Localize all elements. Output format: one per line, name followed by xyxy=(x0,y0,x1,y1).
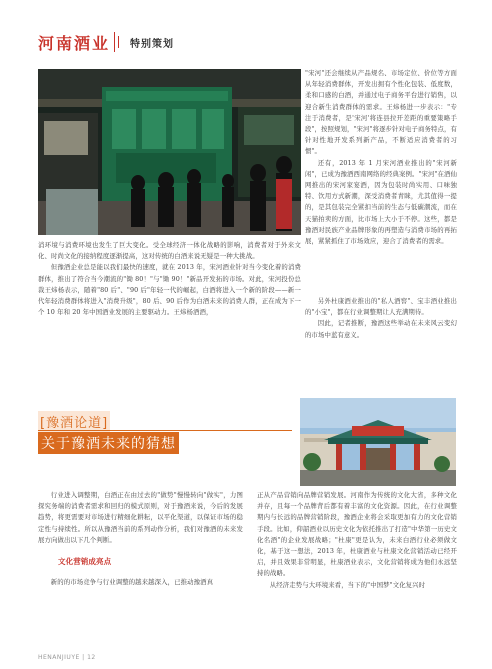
paragraph: 新的的市场竞争与行业调整的越来越深入，已推动豫酒真 xyxy=(50,578,214,587)
paragraph: "宋河"还会继续从产品规名、市场定位、价位等方面从年轻消费群体，开发出拥有个性化包装、低度数，柔和口感的白酒，并通过电子商务平台进行销售，以迎合新生消费群体的需求。王炜杨进一步表示："专注于消费者，是'宋河'将连县拉开差距的重要策略手段"，按照规划，"宋河"将逐步针对电子商务特点，有针对性地开发系列新产品，不断适应消费者的习惯"。 xyxy=(305,69,457,156)
feature-divider xyxy=(38,430,292,431)
feature-tag-label: [豫酒论道] xyxy=(38,411,110,432)
article-column-bottom-right xyxy=(257,490,457,591)
paragraph: 行业进入调整期，白酒正在由过去的"做势"慢慢转向"做实"，力图探究务端的消费者需求和回归的模式原则，对于豫酒来说，今后的发展趋势，将更需要对市场进行精细化耕耘，以平化渠道，以保证市场的稳定性与持续性。所以从豫酒当前的系列动作分析，我们对豫酒的未来发展方向做出以下几个判断。 xyxy=(38,491,243,544)
section-subhead: 文化营销成亮点 xyxy=(58,557,112,567)
masthead-divider xyxy=(114,32,124,52)
paragraph: 另外杜康酒业推出的"私人酒窖"、宝丰酒业推出的"小宝"，都在行业调整期让人充满期待。 xyxy=(305,297,457,317)
winery-gate-photo xyxy=(300,398,456,486)
paragraph: 正从产品营销向品牌营销发展。河南作为传统的文化大省，多种文化并存，且每一个品牌背后都有着丰富的文化资源。因此，在行业调整期内与长远的品牌营销阶段，豫酒企业将会采取更加有力的文化营销手段。比如，仰韶酒业以历史文化为依托推出了打造"中华第一历史文化名酒"的企业发展战略；"杜康"更是认为，未来白酒行业必须做文化，基于这一想法，2013 年，杜康酒业与杜康文化营销活动已经开启，并且效果非常明显，杜康酒业表示，文化营销将成为他们永远坚持的战略。 xyxy=(257,491,457,578)
article-column-right-top xyxy=(305,68,457,247)
paragraph: 从经济走势与大环境来看，当下的"中国梦"文化复兴时 xyxy=(269,580,426,589)
article-column-left-mid xyxy=(38,240,301,318)
masthead xyxy=(38,30,174,54)
paragraph: 还有，2013 年 1 月宋河酒业推出的"宋河新闲"，已成为豫酒西南网络的经典案例。"宋河"在酒仙网推出的宋河家宴酒，因为包装时尚实用、口味独特、饮用方式新潮，深受消费者青睐，尤其值得一提的，是其包装完全紧扣当前的生态与低碳潮流，而在天猫拍卖的方面，比市场上大小于不停。这些，都是豫酒对民族产业品牌形象的再塑造与消费市场的再拓展，紧紧抓住了市场效应，迎合了消费者的需求。 xyxy=(305,158,457,246)
feature-tag xyxy=(38,411,110,432)
paragraph: 但豫酒企业总是能以我们最快的速度，就在 2013 年，宋河酒业针对当今变化着的消费群体，推出了符合当今潮流的"锄 80！"与"锄 90！"新品开发拓的市场。对此，宋河投份总裁王炜杨表示，随着"80 后"、"90 后"年轻一代的崛起，白酒将进入一个新的阶段——新一代年轻消费群体将进入"消费升级"，80 后、90 后作为白酒未来的消费人群，正在成为下一个 10 年和 20 年中国酒业发展的主要驱动力。王炜杨酒酒， xyxy=(38,263,301,317)
article-column-right-mid xyxy=(305,296,457,341)
paragraph: 因此，记者推断，豫酒这些举动在未来风云变幻的市场中蓝有意义。 xyxy=(305,319,457,339)
masthead-section: 特别策划 xyxy=(130,38,175,50)
masthead-brand: 河南酒业 xyxy=(38,33,111,53)
article-column-bottom-left xyxy=(38,490,243,588)
feature-title: 关于豫酒未来的猜想 xyxy=(38,432,179,454)
paragraph: 消环境与消费环境也发生了巨大变化。受全球经济一体化战略的影响，消费者对于外来文化、时尚文化的接纳程度逐渐提高，这对传统的白酒来说无疑是一种大挑战。 xyxy=(38,241,301,261)
exhibition-booth-photo xyxy=(38,69,301,235)
page-footer: HENANJIUYE | 12 xyxy=(38,654,96,661)
